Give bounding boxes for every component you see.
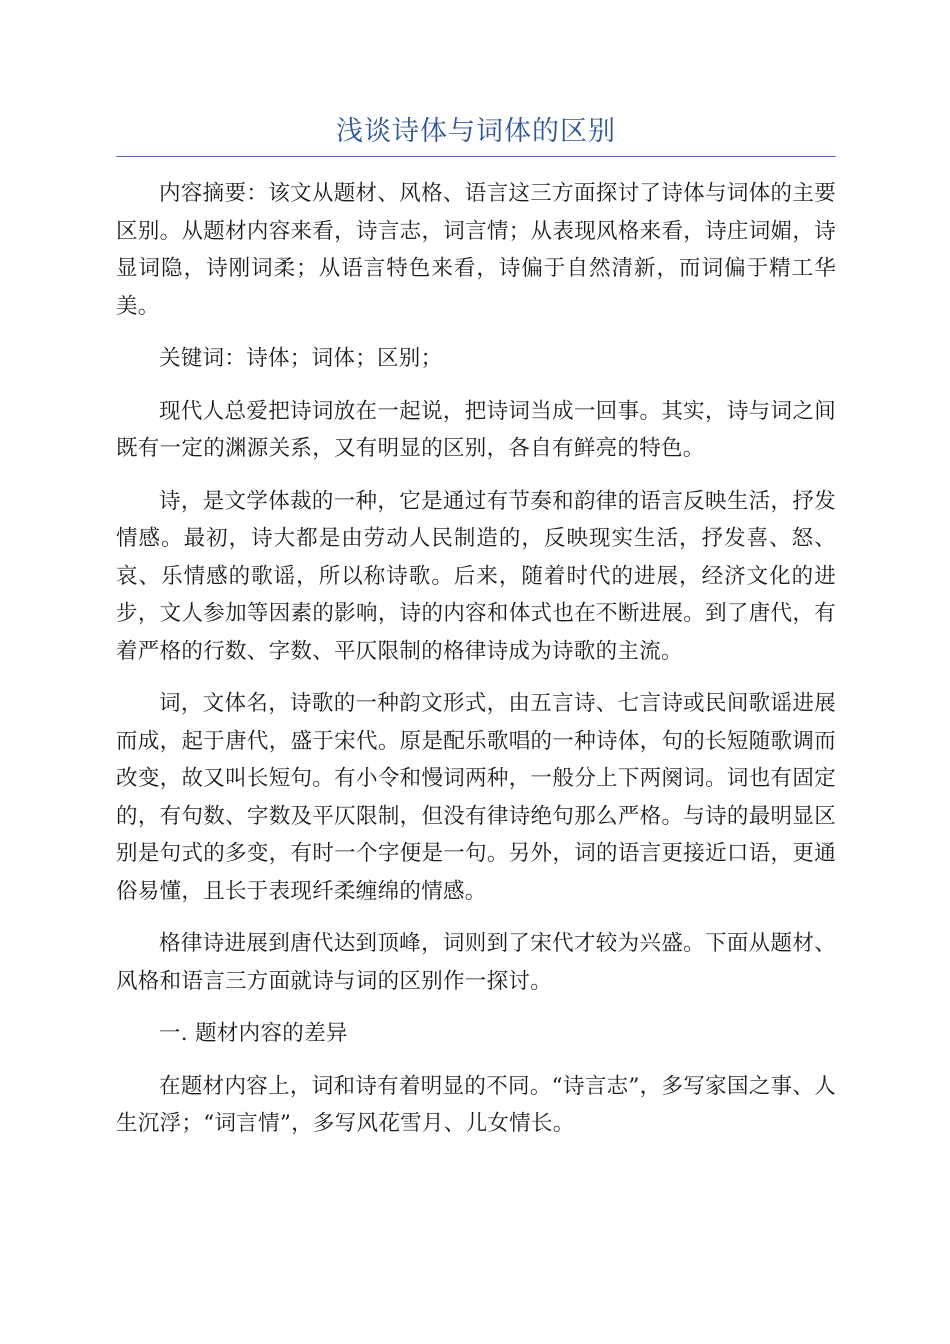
document-title: 浅谈诗体与词体的区别: [336, 116, 616, 147]
body-paragraph-3: 词，文体名，诗歌的一种韵文形式，由五言诗、七言诗或民间歌谣进展而成，起于唐代，盛于宋代。原是配乐歌唱的一种诗体，句的长短随歌调而改变，故又叫长短句。有小令和慢词两种，一般分上下两阕词。词也有固定的，有句数、字数及平仄限制，但没有律诗绝句那么严格。与诗的最明显区别是句式的多变，有时一个字便是一句。另外，词的语言更接近口语，更通俗易懂，且长于表现纤柔缠绵的情感。: [116, 691, 836, 904]
section-heading: 一. 题材内容的差异: [159, 1021, 348, 1046]
body-paragraph-4: 格律诗进展到唐代达到顶峰，词则到了宋代才较为兴盛。下面从题材、风格和语言三方面就诗与词的区别作一探讨。: [116, 931, 836, 994]
abstract-paragraph: 内容摘要：该文从题材、风格、语言这三方面探讨了诗体与词体的主要区别。从题材内容来看，诗言志，词言情；从表现风格来看，诗庄词媚，诗显词隐，诗刚词柔；从语言特色来看，诗偏于自然清新，而词偏于精工华美。: [116, 181, 836, 319]
body-paragraph-1: 现代人总爱把诗词放在一起说，把诗词当成一回事。其实，诗与词之间既有一定的渊源关系，又有明显的区别，各自有鲜亮的特色。: [116, 398, 836, 461]
keywords-line: 关键词：诗体；词体；区别；: [159, 346, 443, 371]
section-paragraph: 在题材内容上，词和诗有着明显的不同。“诗言志”，多写家国之事、人生沉浮；“词言情”，多写风花雪月、儿女情长。: [116, 1073, 836, 1136]
title-underline: [116, 156, 836, 157]
body-paragraph-2: 诗，是文学体裁的一种，它是通过有节奏和韵律的语言反映生活，抒发情感。最初，诗大都是由劳动人民制造的，反映现实生活，抒发喜、怒、哀、乐情感的歌谣，所以称诗歌。后来，随着时代的进展，经济文化的进步，文人参加等因素的影响，诗的内容和体式也在不断进展。到了唐代，有着严格的行数、字数、平仄限制的格律诗成为诗歌的主流。: [116, 488, 836, 664]
document-page: [116, 108, 836, 1158]
